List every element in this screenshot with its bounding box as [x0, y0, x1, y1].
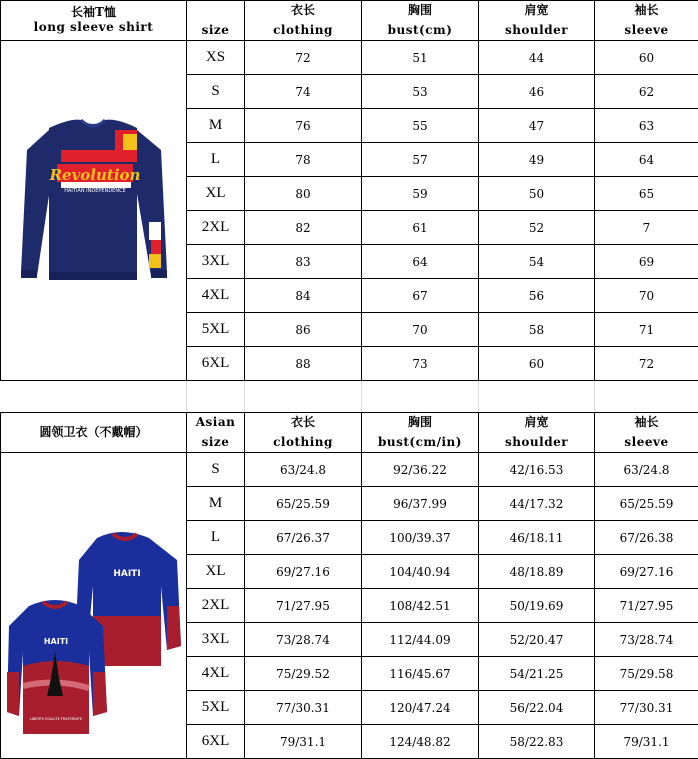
- value-cell: 46/18.11: [479, 521, 595, 555]
- value-cell: 54: [479, 245, 595, 279]
- shirt-print-subtext: HAITIAN INDEPENDENCE: [64, 188, 125, 194]
- value-cell: 75/29.58: [595, 657, 698, 691]
- value-cell: 46: [479, 75, 595, 109]
- table1-col-shoulder-en: shoulder: [479, 21, 595, 41]
- value-cell: 52/20.47: [479, 623, 595, 657]
- size-table-crewneck: [0, 412, 698, 759]
- value-cell: 86: [245, 313, 362, 347]
- long-sleeve-shirt-image: [1, 41, 187, 381]
- value-cell: 60: [479, 347, 595, 381]
- value-cell: 64: [362, 245, 479, 279]
- table2-col-shoulder-cn: 肩宽: [479, 413, 595, 433]
- value-cell: 50/19.69: [479, 589, 595, 623]
- table1-col-sleeve-cn: 袖长: [595, 1, 698, 21]
- value-cell: 75/29.52: [245, 657, 362, 691]
- value-cell: 63/24.8: [595, 453, 698, 487]
- value-cell: 65/25.59: [245, 487, 362, 521]
- value-cell: 44/17.32: [479, 487, 595, 521]
- value-cell: 77/30.31: [595, 691, 698, 725]
- value-cell: 104/40.94: [362, 555, 479, 589]
- value-cell: 80: [245, 177, 362, 211]
- value-cell: 84: [245, 279, 362, 313]
- value-cell: 73/28.74: [245, 623, 362, 657]
- size-cell: XS: [187, 41, 245, 75]
- front-print-text: HAITI: [44, 637, 68, 646]
- table-row: [1, 41, 698, 75]
- value-cell: 88: [245, 347, 362, 381]
- table2-asian-header: Asian: [187, 413, 245, 433]
- size-cell: M: [187, 109, 245, 143]
- long-sleeve-shirt-icon: [1, 42, 185, 380]
- value-cell: 65/25.59: [595, 487, 698, 521]
- value-cell: 59: [362, 177, 479, 211]
- size-cell: 2XL: [187, 589, 245, 623]
- value-cell: 96/37.99: [362, 487, 479, 521]
- value-cell: 50: [479, 177, 595, 211]
- size-cell: 5XL: [187, 313, 245, 347]
- value-cell: 92/36.22: [362, 453, 479, 487]
- table2-title: 圆领卫衣（不戴帽）: [1, 413, 187, 453]
- table1-col-clothing-cn: 衣长: [245, 1, 362, 21]
- table1-col-bust-cn: 胸围: [362, 1, 479, 21]
- value-cell: 120/47.24: [362, 691, 479, 725]
- table-separator: [0, 380, 698, 413]
- value-cell: 100/39.37: [362, 521, 479, 555]
- value-cell: 69/27.16: [245, 555, 362, 589]
- value-cell: 70: [362, 313, 479, 347]
- value-cell: 42/16.53: [479, 453, 595, 487]
- size-cell: 5XL: [187, 691, 245, 725]
- table2-col-sleeve-cn: 袖长: [595, 413, 698, 433]
- size-cell: XL: [187, 177, 245, 211]
- value-cell: 48/18.89: [479, 555, 595, 589]
- value-cell: 51: [362, 41, 479, 75]
- table2-col-bust-cn: 胸围: [362, 413, 479, 433]
- table1-col-bust-en: bust(cm): [362, 21, 479, 41]
- table1-size-header-top: [187, 1, 245, 21]
- value-cell: 55: [362, 109, 479, 143]
- value-cell: 70: [595, 279, 698, 313]
- value-cell: 56/22.04: [479, 691, 595, 725]
- value-cell: 83: [245, 245, 362, 279]
- value-cell: 67/26.38: [595, 521, 698, 555]
- value-cell: 49: [479, 143, 595, 177]
- table1-col-shoulder-cn: 肩宽: [479, 1, 595, 21]
- size-cell: 6XL: [187, 725, 245, 759]
- size-cell: 4XL: [187, 279, 245, 313]
- value-cell: 76: [245, 109, 362, 143]
- value-cell: 69/27.16: [595, 555, 698, 589]
- sweatshirt-print-text: HAITI: [113, 569, 140, 579]
- size-cell: 3XL: [187, 623, 245, 657]
- value-cell: 57: [362, 143, 479, 177]
- table2-col-clothing-cn: 衣长: [245, 413, 362, 433]
- value-cell: 54/21.25: [479, 657, 595, 691]
- table2-size-header: size: [187, 433, 245, 453]
- size-cell: 6XL: [187, 347, 245, 381]
- value-cell: 62: [595, 75, 698, 109]
- value-cell: 71: [595, 313, 698, 347]
- size-cell: XL: [187, 555, 245, 589]
- value-cell: 82: [245, 211, 362, 245]
- value-cell: 7: [595, 211, 698, 245]
- value-cell: 73/28.74: [595, 623, 698, 657]
- crewneck-sweatshirt-image: [1, 453, 187, 759]
- value-cell: 77/30.31: [245, 691, 362, 725]
- value-cell: 108/42.51: [362, 589, 479, 623]
- shirt-print-text: Revolution: [49, 166, 141, 184]
- value-cell: 73: [362, 347, 479, 381]
- table-row: [1, 453, 698, 487]
- size-cell: S: [187, 453, 245, 487]
- table1-title-en: long sleeve shirt: [1, 20, 186, 35]
- value-cell: 58: [479, 313, 595, 347]
- value-cell: 67: [362, 279, 479, 313]
- value-cell: 69: [595, 245, 698, 279]
- value-cell: 52: [479, 211, 595, 245]
- value-cell: 63/24.8: [245, 453, 362, 487]
- table1-col-clothing-en: clothing: [245, 21, 362, 41]
- value-cell: 78: [245, 143, 362, 177]
- value-cell: 112/44.09: [362, 623, 479, 657]
- value-cell: 71/27.95: [595, 589, 698, 623]
- table1-title-cn: 长袖T恤: [1, 5, 186, 20]
- front-print-subtext: LIBERTE EGALITE FRATERNITE: [30, 717, 82, 721]
- table2-col-clothing-en: clothing: [245, 433, 362, 453]
- value-cell: 58/22.83: [479, 725, 595, 759]
- value-cell: 56: [479, 279, 595, 313]
- value-cell: 64: [595, 143, 698, 177]
- value-cell: 53: [362, 75, 479, 109]
- value-cell: 65: [595, 177, 698, 211]
- table1-col-sleeve-en: sleeve: [595, 21, 698, 41]
- value-cell: 63: [595, 109, 698, 143]
- value-cell: 116/45.67: [362, 657, 479, 691]
- value-cell: 79/31.1: [595, 725, 698, 759]
- value-cell: 44: [479, 41, 595, 75]
- value-cell: 79/31.1: [245, 725, 362, 759]
- value-cell: 71/27.95: [245, 589, 362, 623]
- size-cell: M: [187, 487, 245, 521]
- value-cell: 60: [595, 41, 698, 75]
- value-cell: 47: [479, 109, 595, 143]
- value-cell: 67/26.37: [245, 521, 362, 555]
- table1-title: [1, 1, 187, 41]
- value-cell: 74: [245, 75, 362, 109]
- table2-col-sleeve-en: sleeve: [595, 433, 698, 453]
- table1-size-header: size: [187, 21, 245, 41]
- size-cell: 4XL: [187, 657, 245, 691]
- crewneck-sweatshirt-icon: [1, 456, 185, 756]
- value-cell: 72: [595, 347, 698, 381]
- size-cell: S: [187, 75, 245, 109]
- value-cell: 72: [245, 41, 362, 75]
- size-cell: L: [187, 143, 245, 177]
- size-cell: 3XL: [187, 245, 245, 279]
- size-cell: L: [187, 521, 245, 555]
- value-cell: 124/48.82: [362, 725, 479, 759]
- table2-col-bust-en: bust(cm/in): [362, 433, 479, 453]
- table2-col-shoulder-en: shoulder: [479, 433, 595, 453]
- value-cell: 61: [362, 211, 479, 245]
- size-cell: 2XL: [187, 211, 245, 245]
